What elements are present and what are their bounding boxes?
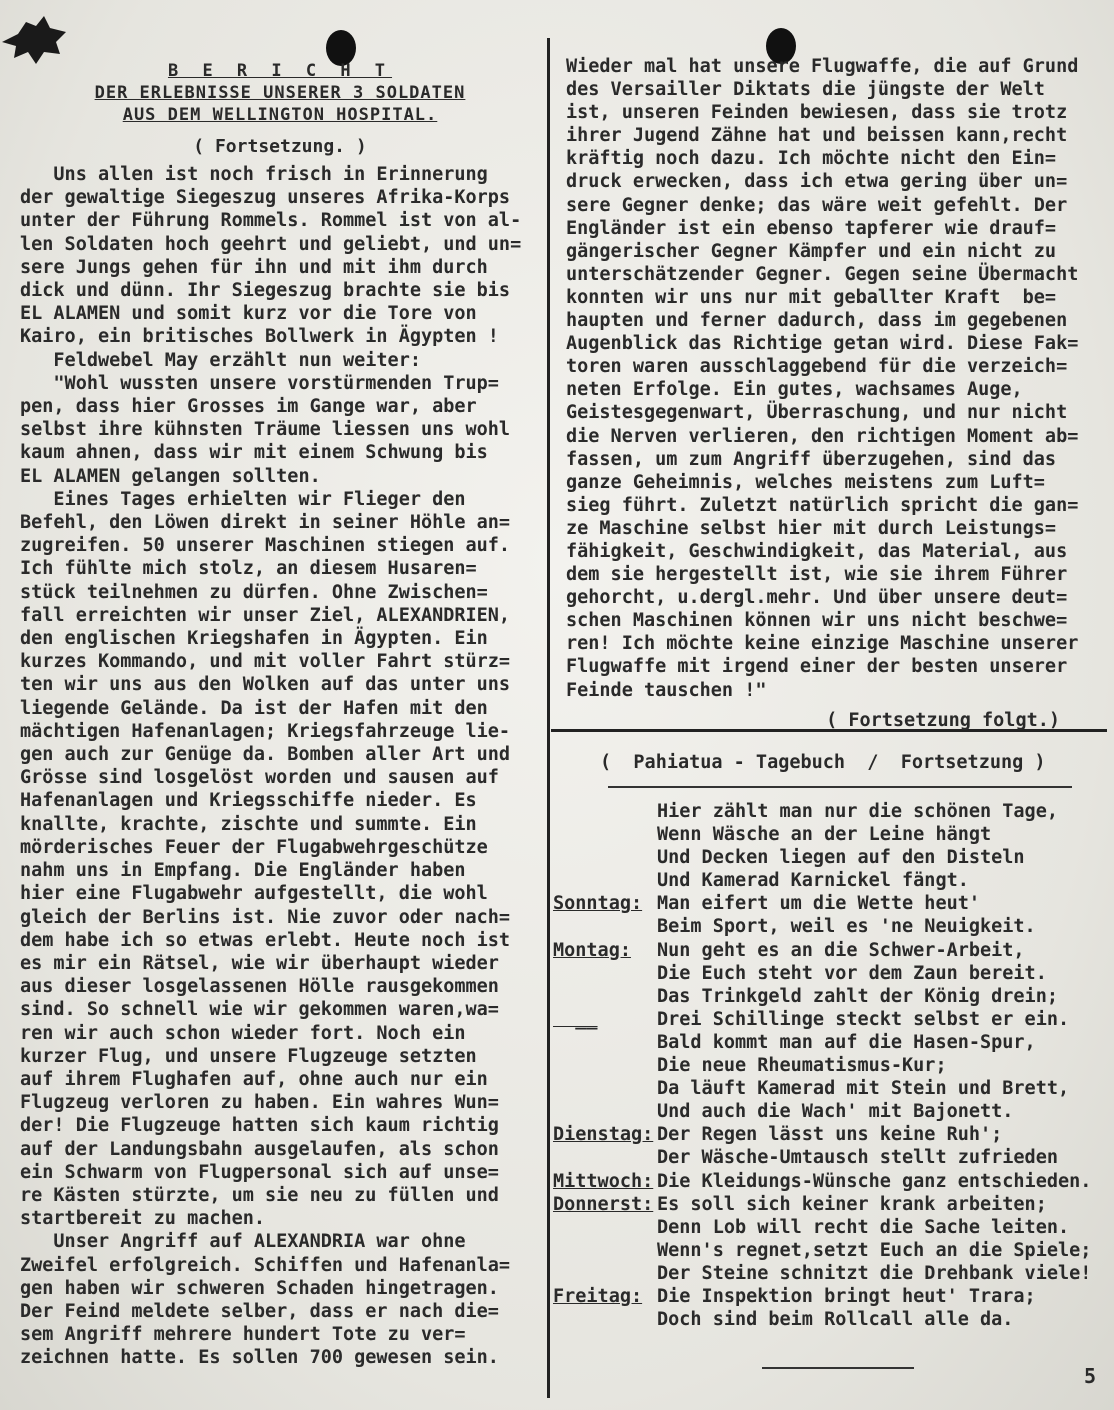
left-text-line: der! Die Flugzeuge hatten sich kaum richtig <box>20 1115 499 1137</box>
page-number: 5 <box>1084 1364 1097 1388</box>
left-text-line: mächtigen Hafenanlagen; Kriegsfahrzeuge lie- <box>20 720 511 742</box>
left-article-body <box>20 163 540 1370</box>
poem-row <box>551 823 1111 846</box>
right-text-line: des Versailler Diktats die jüngste der Welt <box>566 79 1045 101</box>
weekday-label: Sonntag: <box>553 893 643 915</box>
right-text-line: ganze Geheimnis, welches meistens zum Luft= <box>566 471 1045 493</box>
left-text-line: kurzer Flug, und unsere Flugzeuge setzten <box>20 1045 477 1067</box>
poem-row <box>551 1193 1111 1216</box>
right-text-line: fassen, um zum Angriff überzugehen, sind das <box>566 448 1057 470</box>
right-text-line: gehorcht, u.dergl.mehr. Und über unsere deut= <box>566 587 1068 609</box>
right-text-line: kräftig noch dazu. Ich möchte nicht den Ein= <box>566 148 1057 170</box>
left-text-line: der gewaltige Siegeszug unseres Afrika-Korps <box>20 187 511 209</box>
right-text-line: dem sie hergestellt ist, wie sie ihrem Führer <box>566 564 1068 586</box>
left-text-line: Flugzeug verloren zu haben. Ein wahres Wun= <box>20 1092 499 1114</box>
poem-verse: Und Kamerad Karnickel fängt. <box>657 870 969 892</box>
poem-row <box>551 962 1111 985</box>
left-text-line: selbst ihre kühnsten Träume liessen uns wohl <box>20 419 511 441</box>
poem-verse: Drei Schillinge steckt selbst er ein. <box>657 1008 1070 1030</box>
poem-verse: Der Steine schnitzt die Drehbank viele! <box>657 1262 1092 1284</box>
right-text-line: neten Erfolge. Ein gutes, wachsames Auge, <box>566 379 1023 401</box>
left-text-line: stück teilnehmen zu dürfen. Ohne Zwischen= <box>20 581 488 603</box>
right-text-line: sieg führt. Zuletzt natürlich spricht die gan= <box>566 494 1079 516</box>
poem-verse: Wenn Wäsche an der Leine hängt <box>657 824 992 846</box>
left-text-line: knallte, krachte, zischte und summte. Ein <box>20 813 477 835</box>
weekday-label: Freitag: <box>553 1285 643 1307</box>
poem-verse: Die neue Rheumatismus-Kur; <box>657 1055 947 1077</box>
poem-row <box>551 1008 1111 1031</box>
left-column <box>20 60 540 1370</box>
left-text-line: liegende Gelände. Da ist der Hafen mit den <box>20 697 488 719</box>
left-text-line: pen, dass hier Grosses im Gange war, aber <box>20 396 477 418</box>
poem-row <box>551 1031 1111 1054</box>
left-text-line: Ich fühlte mich stolz, an diesem Husaren= <box>20 558 477 580</box>
poem-row <box>551 1123 1111 1146</box>
left-text-line: auf der Landungsbahn ausgelaufen, als schon <box>20 1138 499 1160</box>
poem-verse: Es soll sich keiner krank arbeiten; <box>657 1193 1047 1215</box>
poem-row <box>551 915 1111 938</box>
to-be-continued-label: ( Fortsetzung folgt.) <box>826 709 1060 731</box>
poem-verse: Man eifert um die Wette heut' <box>657 893 981 915</box>
weekday-label: Mittwoch: <box>553 1170 654 1192</box>
poem-row <box>551 800 1111 823</box>
left-text-line: re Kästen stürzte, um sie neu zu füllen und <box>20 1184 499 1206</box>
left-text-line: Unser Angriff auf ALEXANDRIA war ohne <box>20 1231 466 1253</box>
heading-subtitle-1: DER ERLEBNISSE UNSERER 3 SOLDATEN <box>94 83 466 103</box>
right-text-line: Wieder mal hat unsere Flugwaffe, die auf Grund <box>566 56 1079 77</box>
poem-verse: Die Kleidungs-Wünsche ganz entschieden. <box>657 1170 1092 1192</box>
left-text-line: kaum ahnen, dass wir mit einem Schwung bis <box>20 442 488 464</box>
poem-verse: Beim Sport, weil es 'ne Neuigkeit. <box>657 916 1036 938</box>
left-text-line: "Wohl wussten unsere vorstürmenden Trup= <box>20 372 499 394</box>
poem-verse: Die Inspektion bringt heut' Trara; <box>657 1285 1036 1307</box>
poem-row <box>551 1077 1111 1100</box>
left-text-line: gen auch zur Genüge da. Bomben aller Art und <box>20 744 511 766</box>
left-text-line: zugreifen. 50 unserer Maschinen stiegen auf. <box>20 535 511 557</box>
left-text-line: Eines Tages erhielten wir Flieger den <box>20 488 466 510</box>
right-text-line: fähigkeit, Geschwindigkeit, das Material, aus <box>566 540 1068 562</box>
left-text-line: es mir ein Rätsel, wie wir überhaupt wieder <box>20 952 499 974</box>
poem-row <box>551 1216 1111 1239</box>
poem-verse: Der Regen lässt uns keine Ruh'; <box>657 1124 1003 1146</box>
poem-row <box>551 939 1111 962</box>
right-text-line: ist, unseren Feinden bewiesen, dass sie trotz <box>566 102 1068 124</box>
left-text-line: startbereit zu machen. <box>20 1208 266 1230</box>
poem-verse: Nun geht es an die Schwer-Arbeit, <box>657 939 1025 961</box>
diary-poem <box>551 800 1111 1331</box>
poem-verse: Und Decken liegen auf den Disteln <box>657 847 1025 869</box>
right-text-line: die Nerven verlieren, den richtigen Moment ab= <box>566 425 1079 447</box>
right-text-line: ihrer Jugend Zähne hat und beissen kann,recht <box>566 125 1068 147</box>
left-text-line: unter der Führung Rommels. Rommel ist von al- <box>20 210 522 232</box>
right-article-body <box>566 55 1100 702</box>
right-text-line: Geistesgegenwart, Überraschung, und nur nicht <box>566 402 1068 424</box>
left-text-line: len Soldaten hoch geehrt und geliebt, und un= <box>20 233 522 255</box>
weekday-label: Donnerst: <box>553 1193 654 1215</box>
poem-verse: Wenn's regnet,setzt Euch an die Spiele; <box>657 1239 1092 1261</box>
left-text-line: Grösse sind losgelöst worden und sausen auf <box>20 767 499 789</box>
column-divider <box>547 38 550 1398</box>
right-text-line: Feinde tauschen !" <box>566 679 767 701</box>
poem-row <box>551 1146 1111 1169</box>
poem-verse: Bald kommt man auf die Hasen-Spur, <box>657 1031 1036 1053</box>
weekday-label: Dienstag: <box>553 1124 654 1146</box>
left-text-line: nahm uns in Empfang. Die Engländer haben <box>20 860 466 882</box>
right-text-line: Engländer ist ein ebenso tapferer wie drauf= <box>566 217 1057 239</box>
right-column <box>566 55 1100 731</box>
poem-verse: Der Wäsche-Umtausch stellt zufrieden <box>657 1147 1058 1169</box>
right-text-line: konnten wir uns nur mit geballter Kraft be= <box>566 286 1057 308</box>
left-text-line: gen haben wir schweren Schaden hingetragen. <box>20 1277 499 1299</box>
right-text-line: unterschätzender Gegner. Gegen seine Übermacht <box>566 263 1079 285</box>
left-text-line: gleich der Berlins ist. Nie zuvor oder nach= <box>20 906 511 928</box>
left-text-line: EL ALAMEN gelangen sollten. <box>20 465 321 487</box>
right-text-line: schen Maschinen können wir uns nicht beschwe= <box>566 610 1068 632</box>
weekday-label: __ <box>553 1008 598 1030</box>
poem-verse: Da läuft Kamerad mit Stein und Brett, <box>657 1078 1070 1100</box>
left-text-line: fall erreichten wir unser Ziel, ALEXANDRIEN, <box>20 604 511 626</box>
poem-verse: Und auch die Wach' mit Bajonett. <box>657 1101 1014 1123</box>
left-text-line: dick und dünn. Ihr Siegeszug brachte sie bis <box>20 280 511 302</box>
poem-row <box>551 1170 1111 1193</box>
poem-row <box>551 892 1111 915</box>
poem-row <box>551 1054 1111 1077</box>
right-text-line: gängerischer Gegner Kämpfer und ein nicht zu <box>566 240 1057 262</box>
left-text-line: Befehl, den Löwen direkt in seiner Höhle an= <box>20 512 511 534</box>
diary-title: ( Pahiatua - Tagebuch / Fortsetzung ) <box>600 752 1046 773</box>
left-text-line: sere Jungs gehen für ihn und mit ihm durch <box>20 256 488 278</box>
poem-verse: Denn Lob will recht die Sache leiten. <box>657 1216 1070 1238</box>
left-text-line: ein Schwarm von Flugpersonal sich auf unse= <box>20 1161 499 1183</box>
poem-row <box>551 1285 1111 1308</box>
poem-verse: Die Euch steht vor dem Zaun bereit. <box>657 962 1047 984</box>
right-text-line: druck erwecken, dass ich etwa gering über un= <box>566 171 1068 193</box>
poem-row <box>551 985 1111 1008</box>
right-text-line: ren! Ich möchte keine einzige Maschine unserer <box>566 633 1079 655</box>
left-text-line: ten wir uns aus den Wolken auf das unter uns <box>20 674 511 696</box>
weekday-label: Montag: <box>553 939 631 961</box>
left-text-line: Kairo, ein britisches Bollwerk in Ägypten ! <box>20 326 499 348</box>
heading-subtitle-2: AUS DEM WELLINGTON HOSPITAL. <box>122 105 438 125</box>
left-text-line: Feldwebel May erzählt nun weiter: <box>20 349 421 371</box>
left-text-line: EL ALAMEN und somit kurz vor die Tore von <box>20 303 477 325</box>
left-text-line: sem Angriff mehrere hundert Tote zu ver= <box>20 1324 466 1346</box>
poem-verse: Das Trinkgeld zahlt der König drein; <box>657 985 1058 1007</box>
heading-title: B E R I C H T <box>167 61 393 81</box>
poem-row <box>551 1239 1111 1262</box>
right-text-line: toren waren ausschlaggebend für die verzeich= <box>566 356 1068 378</box>
right-text-line: haupten und ferner dadurch, dass im gegebenen <box>566 310 1068 332</box>
left-text-line: dem habe ich so etwas erlebt. Heute noch ist <box>20 929 511 951</box>
left-text-line: Der Feind meldete selber, dass er nach die= <box>20 1300 499 1322</box>
right-text-line: ze Maschine selbst hier mit durch Leistungs= <box>566 517 1057 539</box>
left-text-line: Zweifel erfolgreich. Schiffen und Hafenanla= <box>20 1254 511 1276</box>
poem-row <box>551 846 1111 869</box>
left-text-line: sind. So schnell wie wir gekommen waren,wa= <box>20 999 499 1021</box>
poem-verse: Hier zählt man nur die schönen Tage, <box>657 801 1058 822</box>
left-text-line: Hafenanlagen und Kriegsschiffe nieder. Es <box>20 790 477 812</box>
right-text-line: Augenblick das Richtige getan wird. Diese Fak= <box>566 333 1079 355</box>
left-text-line: mörderisches Feuer der Flugabwehrgeschütze <box>20 836 488 858</box>
right-text-line: Flugwaffe mit irgend einer der besten unserer <box>566 656 1068 678</box>
left-text-line: ren wir auch schon wieder fort. Noch ein <box>20 1022 466 1044</box>
right-text-line: sere Gegner denke; das wäre weit gefehlt. Der <box>566 194 1068 216</box>
report-heading <box>20 60 540 126</box>
left-text-line: kurzes Kommando, und mit voller Fahrt stürz= <box>20 651 511 673</box>
left-text-line: den englischen Kriegshafen in Ägypten. Ein <box>20 628 488 650</box>
left-text-line: auf ihrem Flughafen auf, ohne auch nur ein <box>20 1068 488 1090</box>
left-text-line: hier eine Flugabwehr aufgestellt, die wohl <box>20 883 488 905</box>
left-text-line: aus dieser losgelassenen Hölle rausgekommen <box>20 976 499 998</box>
diary-title-underline <box>608 786 1072 788</box>
continuation-label: ( Fortsetzung. ) <box>193 136 367 157</box>
poem-row <box>551 869 1111 892</box>
poem-verse: Doch sind beim Rollcall alle da. <box>657 1309 1014 1331</box>
poem-row <box>551 1262 1111 1285</box>
end-rule <box>762 1367 914 1369</box>
poem-row <box>551 1308 1111 1331</box>
poem-row <box>551 1100 1111 1123</box>
left-text-line: Uns allen ist noch frisch in Erinnerung <box>20 164 488 185</box>
left-text-line: zeichnen hatte. Es sollen 700 gewesen sein. <box>20 1347 499 1369</box>
